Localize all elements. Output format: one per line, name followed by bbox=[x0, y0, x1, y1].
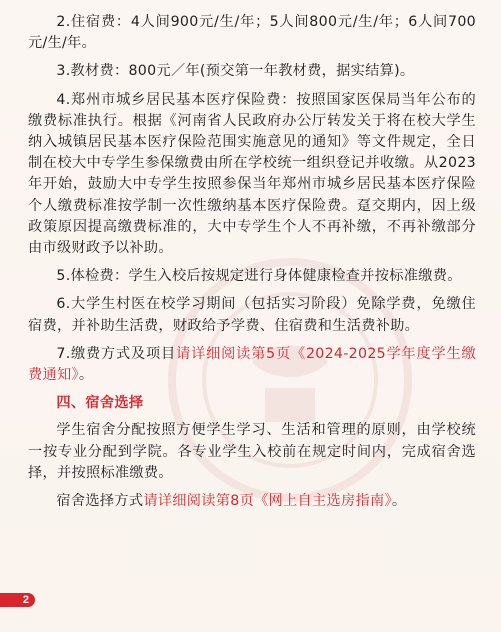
fee-item-village-doctor: 6.大学生村医在校学习期间（包括实习阶段）免除学费，免缴住宿费，并补助生活费，财政给予学费、住宿费和生活费补助。 bbox=[28, 296, 476, 334]
page-number: 2 bbox=[22, 594, 29, 606]
dormitory-section-heading: 四、宿舍选择 bbox=[56, 395, 144, 412]
page-number-tab bbox=[0, 593, 35, 607]
fee-item-medical-insurance: 4.郑州市城乡居民基本医疗保险费：按照国家医保局当年公布的缴费标准执行。根据《河南省人民政府办公厅转发关于将在校大学生纳入城镇居民基本医疗保险范围实施意见的通知》等文件规定，全日制在校大中专学生参保缴费由所在学校统一组织登记并收缴。从2023年开始，鼓励大中专学生按照参保当年郑州市城乡居民基本医疗保险个人缴费标准按学制一次性缴纳基本医疗保险费。趸交期内，因上级政策原因提高缴费标准的，大中专学生个人不再补缴，不再补缴部分由市级财政予以补助。 bbox=[28, 91, 476, 257]
dormitory-selection-prefix: 宿舍选择方式 bbox=[56, 493, 144, 510]
dormitory-selection-method bbox=[28, 491, 476, 512]
fee-item-payment-method bbox=[28, 344, 476, 386]
dormitory-selection-suffix: 。 bbox=[391, 493, 407, 510]
fee-item-textbooks: 3.教材费：800元／年(预交第一年教材费，据实结算)。 bbox=[56, 63, 415, 80]
fee-item-medical-exam: 5.体检费：学生入校后按规定进行身体健康检查并按标准缴费。 bbox=[56, 268, 462, 285]
fee-item-accommodation: 2.住宿费：4人间900元/生/年；5人间800元/生/年；6人间700元/生/年。 bbox=[28, 14, 476, 52]
document-content bbox=[28, 12, 476, 519]
payment-method-suffix: 。 bbox=[78, 367, 94, 384]
payment-method-prefix: 7.缴费方式及项目 bbox=[56, 345, 177, 362]
dormitory-allocation-paragraph: 学生宿舍分配按照方便学生学习、生活和管理的原则，由学校统一按专业分配到学院。各专业学生入校前在规定时间内，完成宿舍选择，并按照标准缴费。 bbox=[28, 422, 476, 481]
payment-notice-reference: 请详细阅读第5页《2024-2025学年度学生缴费通知》 bbox=[28, 345, 476, 384]
room-selection-guide-reference: 请详细阅读第8页《网上自主选房指南》 bbox=[143, 493, 392, 510]
